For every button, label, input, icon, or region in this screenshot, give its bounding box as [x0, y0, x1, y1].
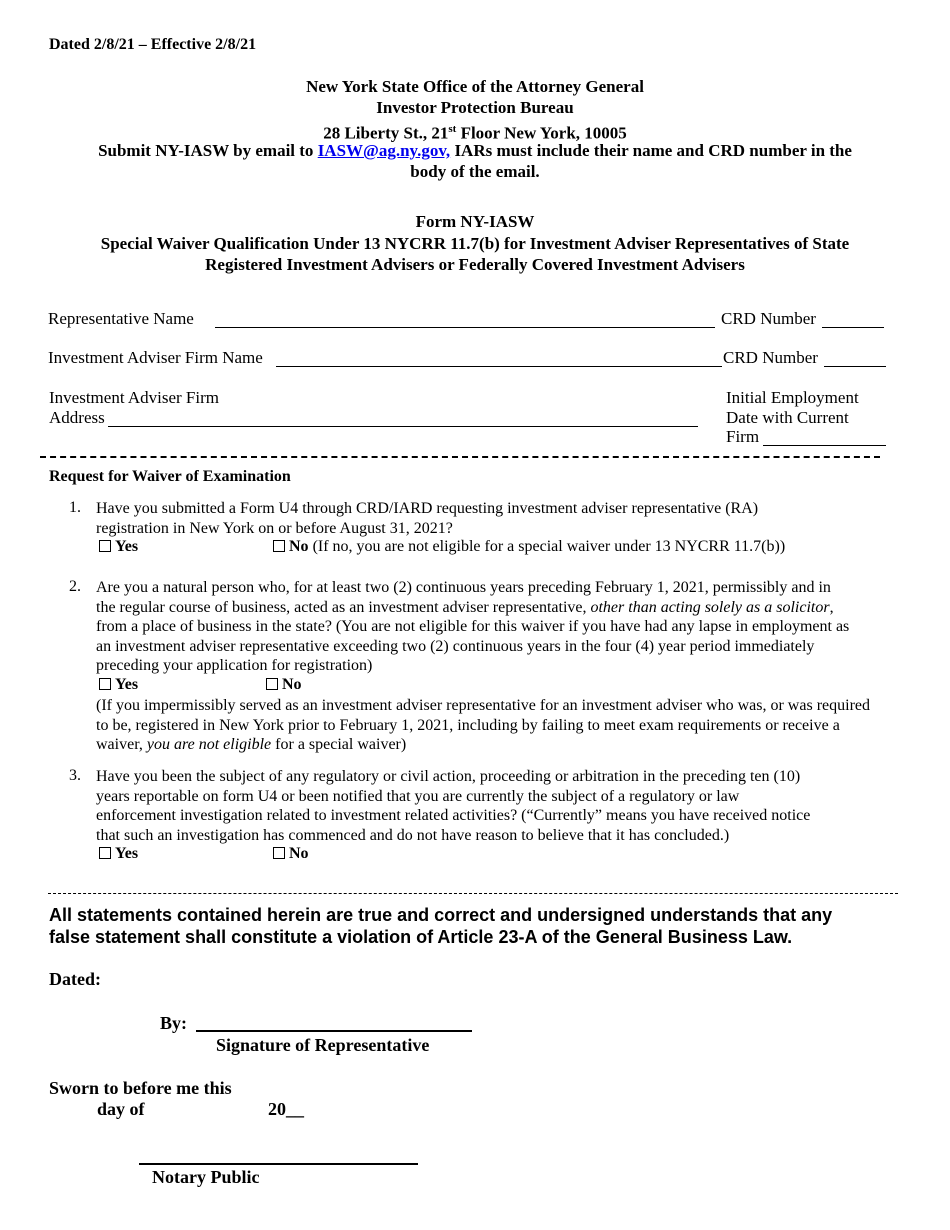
address-superscript: st	[448, 123, 457, 135]
sworn-year-label: 20__	[268, 1099, 304, 1119]
submit-text: Submit NY-IASW by email to	[98, 141, 318, 160]
q2-no-option[interactable]	[266, 676, 302, 694]
checkbox[interactable]	[273, 540, 285, 552]
address-text-rest: Floor New York, 10005	[456, 123, 627, 143]
question-text-line: an investment adviser representative exceeding two (2) continuous years in the four (4) year period immediately	[96, 637, 815, 655]
firm-name-field[interactable]	[276, 366, 722, 367]
initial-employment-field[interactable]	[763, 445, 886, 446]
initial-employment-label-2: Date with Current	[726, 408, 849, 427]
dated-label: Dated:	[49, 969, 101, 989]
text: ,	[829, 598, 834, 616]
address-text: 28 Liberty St., 21	[323, 123, 449, 143]
no-label: No	[282, 676, 302, 693]
question-1-text	[96, 499, 758, 538]
q1-yes-option[interactable]	[99, 538, 138, 556]
question-text-line: that such an investigation has commenced and do not have reason to believe that it has concluded.)	[96, 826, 730, 844]
request-heading: Request for Waiver of Examination	[49, 468, 291, 485]
firm-address-label: Investment Adviser Firm	[49, 388, 219, 407]
firm-crd-number-field[interactable]	[824, 366, 886, 367]
q3-yes-option[interactable]	[99, 845, 138, 863]
emphasis: other than acting solely as a solicitor	[590, 598, 830, 616]
form-title: Form NY-IASW	[415, 212, 535, 231]
q1-no-option[interactable]	[273, 538, 785, 556]
notary-label: Notary Public	[152, 1167, 260, 1187]
checkbox[interactable]	[99, 678, 111, 690]
statement-line-2: false statement shall constitute a violation of Article 23-A of the General Business Law.	[49, 927, 793, 947]
question-text-line: enforcement investigation related to investment related activities? (“Currently” means you have received notice	[96, 807, 811, 824]
section-divider	[40, 456, 880, 458]
agency-name: New York State Office of the Attorney General	[306, 77, 644, 96]
yes-label: Yes	[115, 676, 139, 693]
question-text-line: from a place of business in the state? (You are not eligible for this waiver if you have had any lapse in employment as	[96, 618, 850, 635]
q2-yes-option[interactable]	[99, 676, 138, 694]
yes-label: Yes	[115, 538, 139, 555]
notary-signature-field[interactable]	[139, 1163, 418, 1165]
question-number: 1.	[69, 499, 81, 516]
note-line	[96, 735, 870, 755]
initial-employment-label: Initial Employment	[726, 388, 859, 407]
note-line: (If you impermissibly served as an investment adviser representative for an investment adviser who was, or was required	[96, 697, 870, 714]
q3-no-option[interactable]	[273, 845, 309, 863]
text: for a special waiver)	[271, 736, 407, 753]
question-3-text	[96, 767, 810, 845]
firm-name-label: Investment Adviser Firm Name	[48, 348, 263, 367]
form-subtitle: Special Waiver Qualification Under 13 NYCRR 11.7(b) for Investment Adviser Representatives of State	[100, 234, 850, 253]
signature-field[interactable]	[196, 1030, 472, 1032]
by-label: By:	[160, 1013, 187, 1033]
firm-address-label-2: Address	[49, 408, 105, 427]
no-note: (If no, you are not eligible for a special waiver under 13 NYCRR 11.7(b))	[308, 538, 786, 555]
question-text-line: years reportable on form U4 or been notified that you are currently the subject of a regulatory or law	[96, 787, 740, 805]
question-text-line: Have you submitted a Form U4 through CRD/IARD requesting investment adviser representative (RA)	[96, 500, 759, 517]
checkbox[interactable]	[99, 540, 111, 552]
section-divider	[48, 893, 898, 894]
signature-label: Signature of Representative	[216, 1035, 430, 1055]
bureau-name: Investor Protection Bureau	[376, 98, 574, 117]
question-text-line	[96, 598, 849, 618]
yes-label: Yes	[115, 845, 139, 862]
rep-name-field[interactable]	[215, 327, 715, 328]
no-label: No	[289, 845, 309, 862]
crd-number-label: CRD Number	[721, 309, 816, 328]
question-2-text	[96, 578, 849, 676]
dated-effective: Dated 2/8/21 – Effective 2/8/21	[49, 36, 257, 53]
question-number: 3.	[69, 767, 81, 784]
question-2-note	[96, 696, 870, 755]
no-label: No	[289, 538, 309, 555]
sworn-day-label: day of	[97, 1099, 145, 1119]
checkbox[interactable]	[273, 847, 285, 859]
checkbox[interactable]	[266, 678, 278, 690]
rep-name-label: Representative Name	[48, 309, 194, 328]
statement-line-1: All statements contained herein are true and correct and undersigned understands that any	[49, 905, 833, 925]
text: the regular course of business, acted as an investment adviser representative,	[96, 598, 591, 616]
question-text-line: Are you a natural person who, for at least two (2) continuous years preceding February 1, 2021, permissibly and in	[96, 579, 831, 596]
firm-crd-number-label: CRD Number	[723, 348, 818, 367]
question-text-line: preceding your application for registration)	[96, 657, 373, 674]
note-line: to be, registered in New York prior to February 1, 2021, including by failing to meet exam requirements or receive a	[96, 716, 840, 734]
question-number: 2.	[69, 578, 81, 595]
question-text-line: Have you been the subject of any regulatory or civil action, proceeding or arbitration in the preceding ten (10)	[96, 768, 801, 785]
initial-employment-label-3: Firm	[726, 427, 760, 446]
sworn-label: Sworn to before me this	[49, 1078, 232, 1098]
firm-address-field[interactable]	[108, 426, 698, 427]
submit-text-rest: IARs must include their name and CRD number in the	[450, 141, 852, 160]
question-text-line: registration in New York on or before August 31, 2021?	[96, 519, 453, 537]
emphasis: you are not eligible	[146, 736, 272, 753]
checkbox[interactable]	[99, 847, 111, 859]
email-link[interactable]: IASW@ag.ny.gov,	[317, 141, 451, 160]
form-subtitle-2: Registered Investment Advisers or Federally Covered Investment Advisers	[205, 255, 745, 274]
crd-number-field[interactable]	[822, 327, 884, 328]
submit-instructions	[0, 140, 950, 162]
submit-instructions-2: body of the email.	[410, 162, 540, 181]
text: waiver,	[96, 736, 147, 753]
